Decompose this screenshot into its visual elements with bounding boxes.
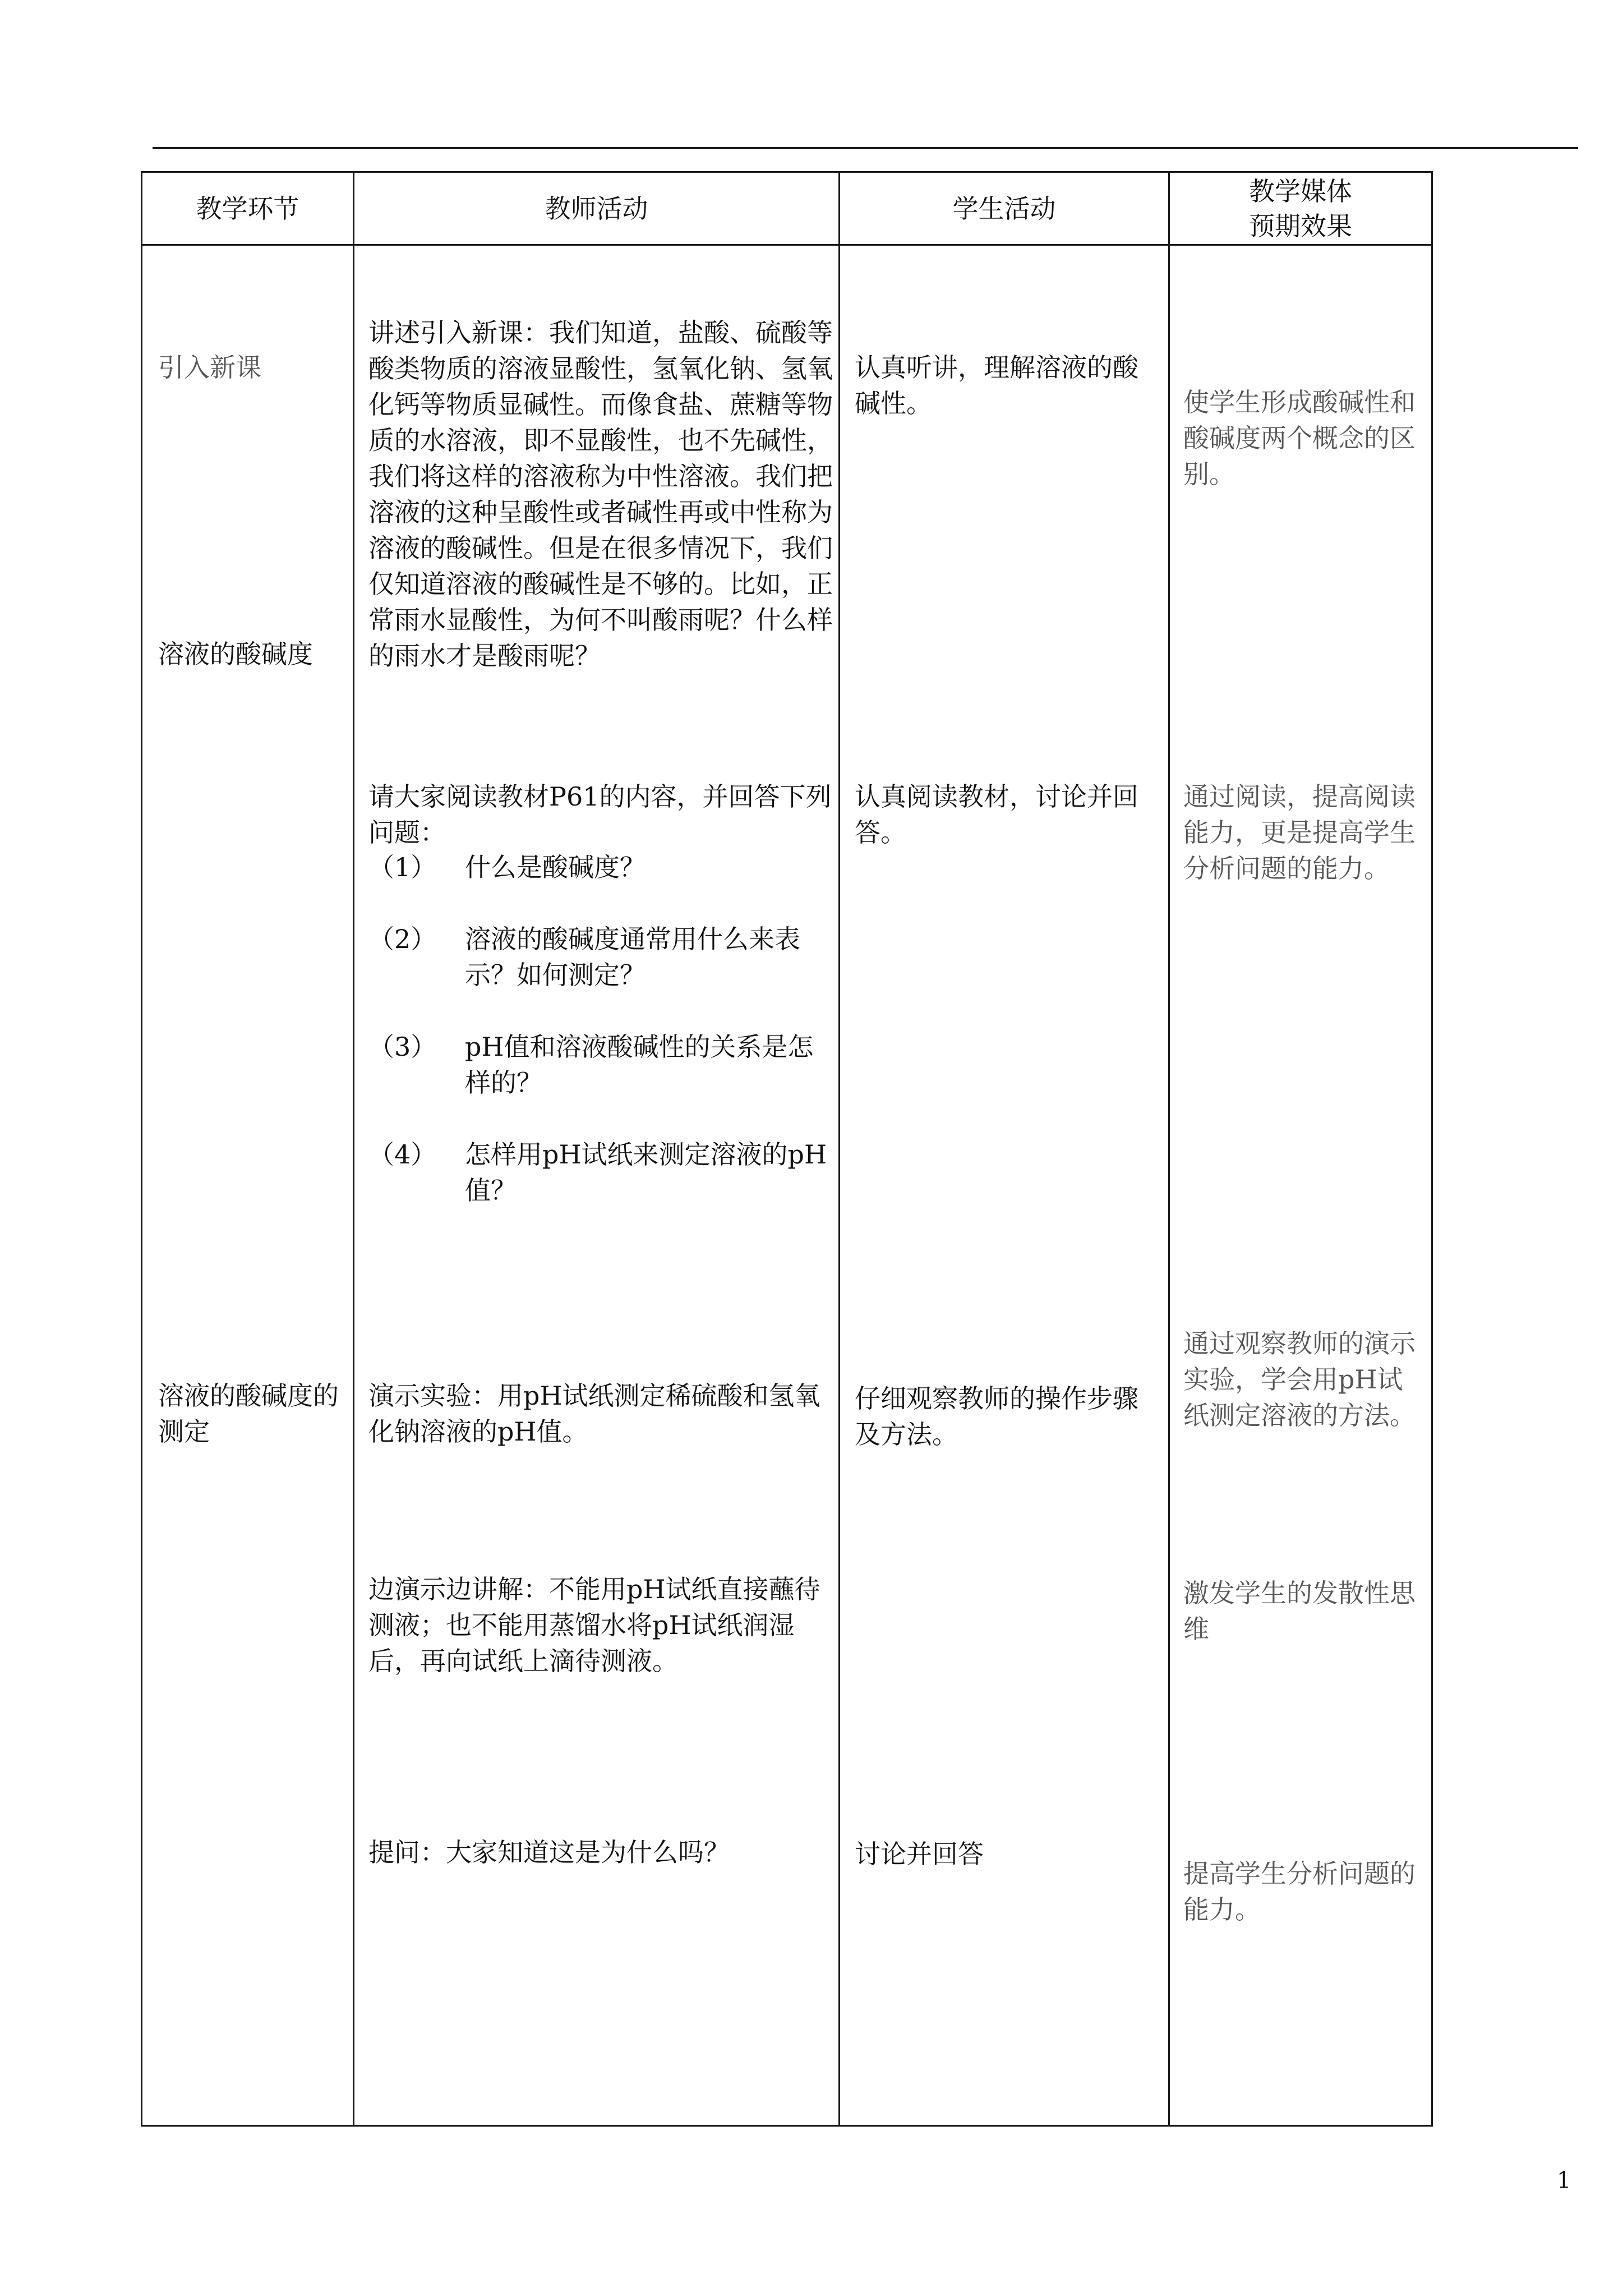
section-intro: 引入新课 xyxy=(158,352,261,383)
teacher-question-text: 提问：大家知道这是为什么吗？ xyxy=(368,1837,730,1867)
teacher-reading-text: 请大家阅读教材P61的内容，并回答下列问题： xyxy=(368,781,832,848)
section-measure: 溶液的酸碱度的测定 xyxy=(158,1381,339,1447)
student-discuss-text: 讨论并回答 xyxy=(855,1839,984,1869)
question-text: 什么是酸碱度？ xyxy=(465,852,645,882)
question-number: （4） xyxy=(368,1139,437,1170)
effect-divergent-text: 激发学生的发散性思维 xyxy=(1183,1578,1415,1644)
header-student-label: 学生活动 xyxy=(952,193,1056,224)
header-effect-label: 预期效果 xyxy=(1249,210,1352,241)
header-teacher-label: 教师活动 xyxy=(545,193,648,224)
header-section-label: 教学环节 xyxy=(196,193,299,224)
effect-analysis-text: 提高学生分析问题的能力。 xyxy=(1183,1858,1415,1925)
header-media-label: 教学媒体 xyxy=(1249,176,1352,206)
teacher-explain-text: 边演示边讲解：不能用pH试纸直接蘸待测液；也不能用蒸馏水将pH试纸润湿后，再向试纸上滴待测液。 xyxy=(368,1574,820,1676)
teacher-demo-text: 演示实验：用pH试纸测定稀硫酸和氢氧化钠溶液的pH值。 xyxy=(368,1381,820,1447)
lesson-plan-table xyxy=(141,171,1433,2127)
effect-demo-text: 通过观察教师的演示实验，学会用pH试纸测定溶液的方法。 xyxy=(1183,1328,1415,1430)
column-divider xyxy=(838,173,840,2125)
header-student xyxy=(840,173,1168,244)
header-rule xyxy=(153,147,1578,149)
question-text: 溶液的酸碱度通常用什么来表示？如何测定？ xyxy=(465,924,800,990)
header-divider xyxy=(142,244,1431,246)
header-teacher xyxy=(354,173,838,244)
question-number: （1） xyxy=(368,852,437,882)
student-listen-text: 认真听讲，理解溶液的酸碱性。 xyxy=(855,352,1138,418)
student-observe-text: 仔细观察教师的操作步骤及方法。 xyxy=(855,1383,1138,1450)
page-number: 1 xyxy=(1557,2168,1571,2193)
header-media xyxy=(1170,173,1431,244)
column-divider xyxy=(1168,173,1170,2125)
question-text: pH值和溶液酸碱性的关系是怎样的？ xyxy=(465,1032,814,1098)
column-divider xyxy=(353,173,354,2125)
effect-reading-text: 通过阅读，提高阅读能力，更是提高学生分析问题的能力。 xyxy=(1183,781,1415,884)
student-read-text: 认真阅读教材，讨论并回答。 xyxy=(855,781,1138,848)
question-number: （3） xyxy=(368,1032,437,1062)
effect-concept-text: 使学生形成酸碱性和酸碱度两个概念的区别。 xyxy=(1183,387,1415,489)
teacher-intro-text: 讲述引入新课：我们知道，盐酸、硫酸等酸类物质的溶液显酸性，氢氧化钠、氢氧化钙等物质显碱性。而像食盐、蔗糖等物质的水溶液，即不显酸性，也不先碱性，我们将这样的溶液称为中性溶液。我们把溶液的这种呈酸性或者碱性再或中性称为溶液的酸碱性。但是在很多情况下，我们仅知道溶液的酸碱性是不够的。比如，正常雨水显酸性，为何不叫酸雨呢？什么样的雨水才是酸雨呢？ xyxy=(368,318,833,671)
question-text: 怎样用pH试纸来测定溶液的pH值？ xyxy=(465,1139,827,1205)
question-number: （2） xyxy=(368,924,437,954)
header-section xyxy=(142,173,353,244)
section-acidity: 溶液的酸碱度 xyxy=(158,639,313,669)
